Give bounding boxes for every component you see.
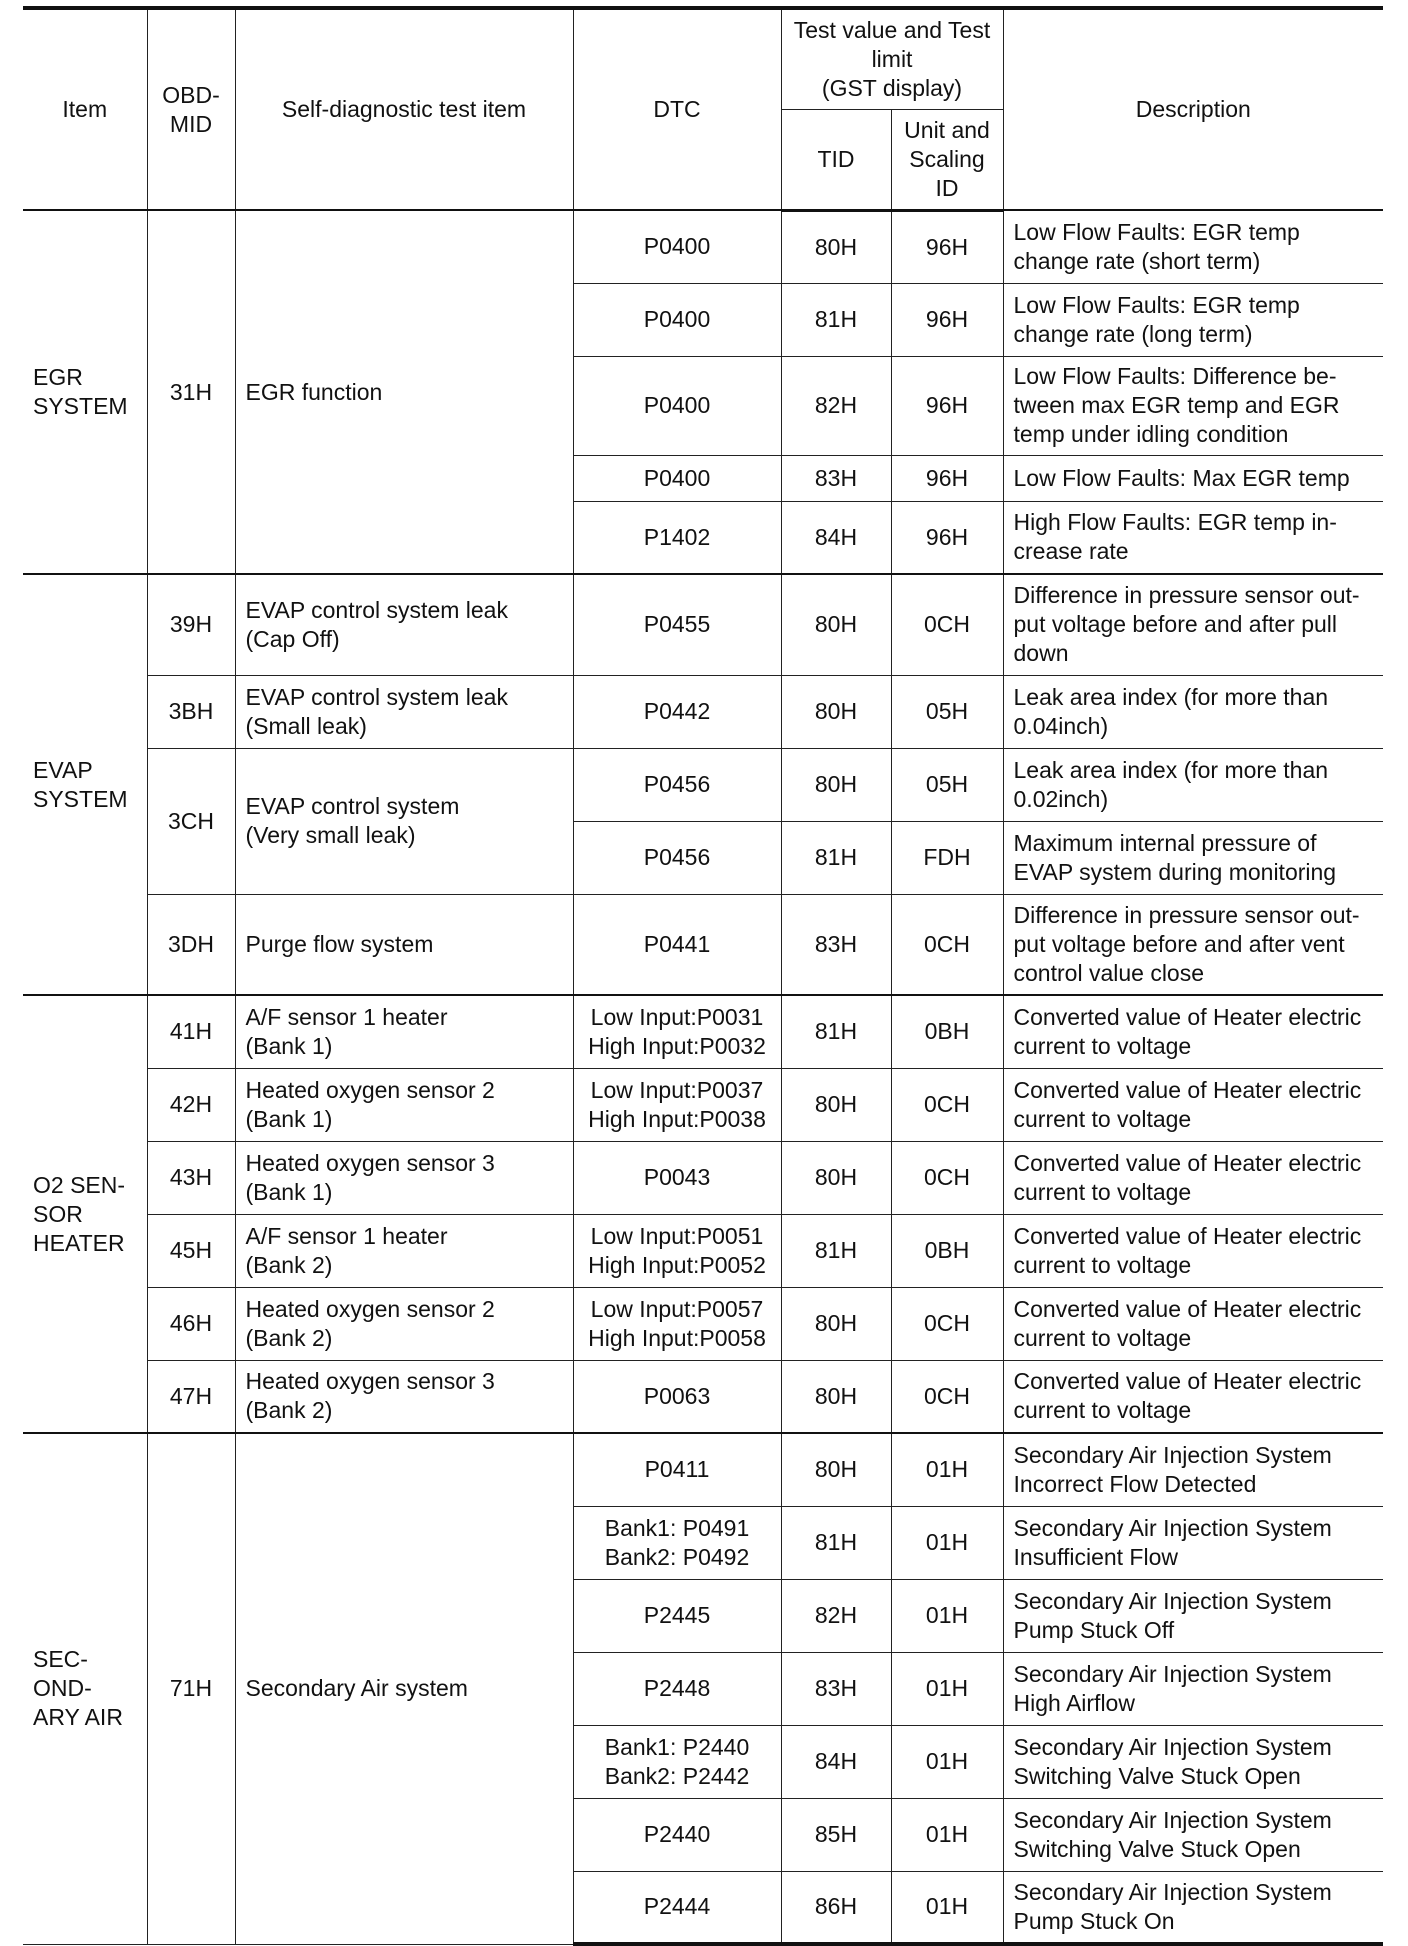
dtc-cell: Low Input:P0057 High Input:P0058	[573, 1287, 781, 1360]
tid-cell: 80H	[781, 210, 891, 283]
dtc-cell: P0400	[573, 356, 781, 455]
description-cell: Secondary Air Injection System Switching Valve Stuck Open	[1003, 1798, 1383, 1871]
description-cell: Low Flow Faults: EGR temp change rate (short term)	[1003, 210, 1383, 283]
tid-cell: 80H	[781, 1068, 891, 1141]
unit-cell: 05H	[891, 675, 1003, 748]
tid-cell: 80H	[781, 748, 891, 821]
tid-cell: 85H	[781, 1798, 891, 1871]
item-o2-sensor-heater: O2 SEN- SOR HEATER	[23, 995, 147, 1433]
unit-cell: 05H	[891, 748, 1003, 821]
obdmid-cell: 71H	[147, 1433, 235, 1944]
test-item-cell: Heated oxygen sensor 2 (Bank 1)	[235, 1068, 573, 1141]
obdmid-cell: 39H	[147, 574, 235, 675]
dtc-cell: P0411	[573, 1433, 781, 1506]
unit-cell: FDH	[891, 821, 1003, 894]
header-test-item: Self-diagnostic test item	[235, 8, 573, 210]
unit-cell: 0CH	[891, 1360, 1003, 1433]
table-row	[23, 1214, 1383, 1287]
dtc-cell: P0442	[573, 675, 781, 748]
header-tid: TID	[781, 109, 891, 210]
tid-cell: 80H	[781, 1433, 891, 1506]
tid-cell: 81H	[781, 283, 891, 356]
dtc-cell: P0455	[573, 574, 781, 675]
header-item: Item	[23, 8, 147, 210]
item-evap-system: EVAP SYSTEM	[23, 574, 147, 995]
dtc-cell: P2445	[573, 1579, 781, 1652]
tid-cell: 86H	[781, 1871, 891, 1944]
test-item-cell: EVAP control system (Very small leak)	[235, 748, 573, 894]
description-cell: Converted value of Heater electric current to voltage	[1003, 1360, 1383, 1433]
obdmid-cell: 31H	[147, 210, 235, 574]
header-test-value: Test value and Test limit (GST display)	[781, 8, 1003, 109]
description-cell: Secondary Air Injection System Incorrect Flow Detected	[1003, 1433, 1383, 1506]
description-cell: Secondary Air Injection System Insufficient Flow	[1003, 1506, 1383, 1579]
item-secondary-air: SEC- OND- ARY AIR	[23, 1433, 147, 1944]
unit-cell: 96H	[891, 501, 1003, 574]
tid-cell: 81H	[781, 995, 891, 1068]
test-item-cell: A/F sensor 1 heater (Bank 1)	[235, 995, 573, 1068]
dtc-cell: P2444	[573, 1871, 781, 1944]
tid-cell: 80H	[781, 1141, 891, 1214]
tid-cell: 83H	[781, 1652, 891, 1725]
obdmid-cell: 45H	[147, 1214, 235, 1287]
description-cell: Converted value of Heater electric current to voltage	[1003, 995, 1383, 1068]
table-row	[23, 894, 1383, 995]
description-cell: Secondary Air Injection System Switching Valve Stuck Open	[1003, 1725, 1383, 1798]
unit-cell: 0CH	[891, 574, 1003, 675]
unit-cell: 0BH	[891, 1214, 1003, 1287]
unit-cell: 0CH	[891, 1141, 1003, 1214]
unit-cell: 0CH	[891, 1287, 1003, 1360]
unit-cell: 0BH	[891, 995, 1003, 1068]
table-row	[23, 1068, 1383, 1141]
obdmid-cell: 3BH	[147, 675, 235, 748]
dtc-cell: Low Input:P0037 High Input:P0038	[573, 1068, 781, 1141]
test-item-cell: Secondary Air system	[235, 1433, 573, 1944]
description-cell: Low Flow Faults: Max EGR temp	[1003, 455, 1383, 501]
test-item-cell: Heated oxygen sensor 3 (Bank 1)	[235, 1141, 573, 1214]
dtc-cell: P0400	[573, 455, 781, 501]
unit-cell: 0CH	[891, 1068, 1003, 1141]
tid-cell: 80H	[781, 1287, 891, 1360]
dtc-cell: P2448	[573, 1652, 781, 1725]
table-row	[23, 748, 1383, 821]
unit-cell: 0CH	[891, 894, 1003, 995]
description-cell: Secondary Air Injection System Pump Stuck Off	[1003, 1579, 1383, 1652]
table-row	[23, 574, 1383, 675]
description-cell: High Flow Faults: EGR temp in- crease rate	[1003, 501, 1383, 574]
table-row	[23, 1141, 1383, 1214]
unit-cell: 01H	[891, 1652, 1003, 1725]
description-cell: Low Flow Faults: Difference be- tween max EGR temp and EGR temp under idling condition	[1003, 356, 1383, 455]
tid-cell: 81H	[781, 1506, 891, 1579]
tid-cell: 81H	[781, 821, 891, 894]
description-cell: Difference in pressure sensor out- put voltage before and after pull down	[1003, 574, 1383, 675]
item-egr-system: EGR SYSTEM	[23, 210, 147, 574]
table-row	[23, 210, 1383, 283]
description-cell: Converted value of Heater electric current to voltage	[1003, 1141, 1383, 1214]
obdmid-cell: 41H	[147, 995, 235, 1068]
test-item-cell: EGR function	[235, 210, 573, 574]
dtc-cell: Bank1: P2440 Bank2: P2442	[573, 1725, 781, 1798]
dtc-cell: P0441	[573, 894, 781, 995]
header-row	[23, 8, 1383, 109]
unit-cell: 01H	[891, 1433, 1003, 1506]
table-row	[23, 995, 1383, 1068]
table-row	[23, 675, 1383, 748]
dtc-cell: P0400	[573, 210, 781, 283]
dtc-cell: P0043	[573, 1141, 781, 1214]
tid-cell: 80H	[781, 1360, 891, 1433]
dtc-cell: P1402	[573, 501, 781, 574]
description-cell: Maximum internal pressure of EVAP system during monitoring	[1003, 821, 1383, 894]
tid-cell: 82H	[781, 1579, 891, 1652]
description-cell: Converted value of Heater electric current to voltage	[1003, 1214, 1383, 1287]
tid-cell: 80H	[781, 675, 891, 748]
tid-cell: 82H	[781, 356, 891, 455]
dtc-cell: P0400	[573, 283, 781, 356]
obdmid-cell: 46H	[147, 1287, 235, 1360]
obdmid-cell: 43H	[147, 1141, 235, 1214]
description-cell: Low Flow Faults: EGR temp change rate (long term)	[1003, 283, 1383, 356]
header-description: Description	[1003, 8, 1383, 210]
tid-cell: 84H	[781, 1725, 891, 1798]
description-cell: Difference in pressure sensor out- put voltage before and after vent control value close	[1003, 894, 1383, 995]
dtc-cell: Low Input:P0051 High Input:P0052	[573, 1214, 781, 1287]
description-cell: Secondary Air Injection System High Airflow	[1003, 1652, 1383, 1725]
tid-cell: 83H	[781, 894, 891, 995]
dtc-cell: P0456	[573, 821, 781, 894]
description-cell: Leak area index (for more than 0.02inch)	[1003, 748, 1383, 821]
unit-cell: 01H	[891, 1506, 1003, 1579]
unit-cell: 01H	[891, 1725, 1003, 1798]
header-unit: Unit and Scaling ID	[891, 109, 1003, 210]
unit-cell: 96H	[891, 283, 1003, 356]
table-row	[23, 1433, 1383, 1506]
test-item-cell: Purge flow system	[235, 894, 573, 995]
dtc-cell: P0063	[573, 1360, 781, 1433]
unit-cell: 01H	[891, 1871, 1003, 1944]
unit-cell: 01H	[891, 1579, 1003, 1652]
obdmid-cell: 42H	[147, 1068, 235, 1141]
table-row	[23, 1360, 1383, 1433]
obdmid-cell: 3CH	[147, 748, 235, 894]
header-dtc: DTC	[573, 8, 781, 210]
dtc-cell: Low Input:P0031 High Input:P0032	[573, 995, 781, 1068]
header-obdmid: OBD- MID	[147, 8, 235, 210]
description-cell: Converted value of Heater electric current to voltage	[1003, 1068, 1383, 1141]
unit-cell: 96H	[891, 455, 1003, 501]
table-row	[23, 1287, 1383, 1360]
description-cell: Leak area index (for more than 0.04inch)	[1003, 675, 1383, 748]
unit-cell: 01H	[891, 1798, 1003, 1871]
test-item-cell: Heated oxygen sensor 2 (Bank 2)	[235, 1287, 573, 1360]
test-item-cell: Heated oxygen sensor 3 (Bank 2)	[235, 1360, 573, 1433]
description-cell: Secondary Air Injection System Pump Stuck On	[1003, 1871, 1383, 1944]
dtc-cell: Bank1: P0491 Bank2: P0492	[573, 1506, 781, 1579]
tid-cell: 80H	[781, 574, 891, 675]
obdmid-cell: 47H	[147, 1360, 235, 1433]
test-item-cell: EVAP control system leak (Cap Off)	[235, 574, 573, 675]
obdmid-cell: 3DH	[147, 894, 235, 995]
test-item-cell: EVAP control system leak (Small leak)	[235, 675, 573, 748]
tid-cell: 81H	[781, 1214, 891, 1287]
tid-cell: 83H	[781, 455, 891, 501]
description-cell: Converted value of Heater electric current to voltage	[1003, 1287, 1383, 1360]
test-item-cell: A/F sensor 1 heater (Bank 2)	[235, 1214, 573, 1287]
dtc-cell: P2440	[573, 1798, 781, 1871]
unit-cell: 96H	[891, 356, 1003, 455]
obd-test-table	[23, 6, 1383, 1946]
dtc-cell: P0456	[573, 748, 781, 821]
unit-cell: 96H	[891, 210, 1003, 283]
tid-cell: 84H	[781, 501, 891, 574]
